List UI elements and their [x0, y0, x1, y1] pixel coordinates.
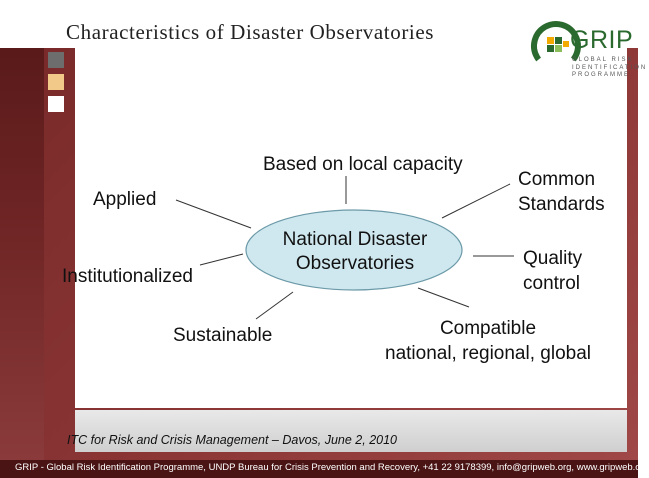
center-node-label: National Disaster Observatories [282, 229, 428, 274]
connector-sustainable [256, 292, 293, 319]
node-sustainable: Sustainable [173, 325, 273, 346]
logo-wordmark: GRIP [570, 26, 634, 54]
connector-common-standards [442, 184, 510, 218]
slide-title: Characteristics of Disaster Observatories [66, 20, 435, 44]
connector-institutionalized [200, 254, 243, 265]
node-institutionalized: Institutionalized [62, 266, 193, 287]
node-common-standards: Common Standards [518, 169, 605, 215]
logo-subtitle: GLOBAL RISK IDENTIFICATION PROGRAMME [572, 57, 648, 78]
node-quality-control: Quality control [523, 248, 583, 294]
node-applied: Applied [93, 189, 157, 210]
node-local-capacity: Based on local capacity [263, 154, 463, 175]
node-compatible: Compatible national, regional, global [385, 318, 591, 364]
connector-compatible [418, 288, 469, 307]
footer-text: GRIP - Global Risk Identification Programme, UNDP Bureau for Crisis Prevention and Recovery, +41 22 9178399, info@gripweb.org, www.gripweb.org [15, 462, 649, 473]
event-caption: ITC for Risk and Crisis Management – Davos, June 2, 2010 [67, 433, 398, 447]
connector-applied [176, 200, 251, 228]
